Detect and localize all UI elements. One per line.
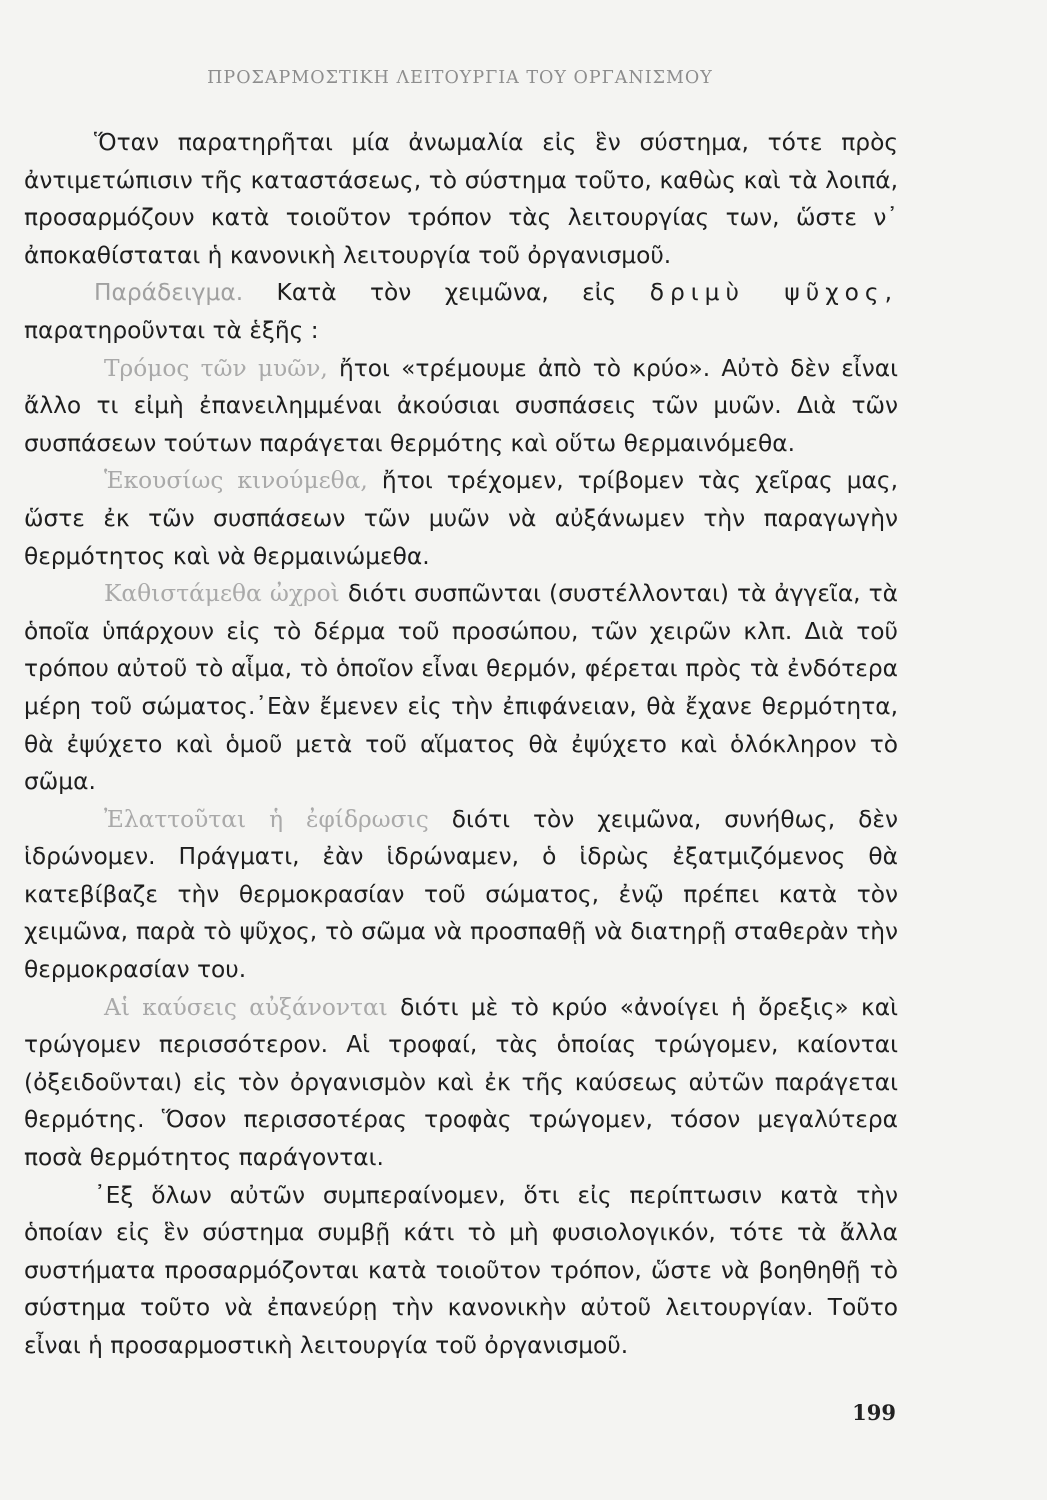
running-header: ΠΡΟΣΑΡΜΟΣΤΙΚΗ ΛΕΙΤΟΥΡΓΙΑ ΤΟΥ ΟΡΓΑΝΙΣΜΟΥ bbox=[207, 68, 713, 88]
paragraph-intro: Ὅταν παρατηρῆται μία ἀνωμαλία εἰς ἓν σύστημα, τότε πρὸς ἀντιμετώπισιν τῆς καταστάσεως, τὸ σύστημα τοῦτο, καθὼς καὶ τὰ λοιπά, προσαρμόζουν κατὰ τοιοῦτον τρόπον τὰς λειτουργίας των, ὥστε ν᾽ ἀποκαθίσταται ἡ κανονικὴ λειτουργία τοῦ ὀργανισμοῦ. bbox=[24, 129, 898, 269]
paragraph-voluntary bbox=[24, 462, 898, 575]
voluntary-label: Ἑκουσίως κινούμεθα, bbox=[104, 467, 368, 495]
paragraph-trembling bbox=[24, 350, 898, 463]
example-text-before: Κατὰ τὸν χειμῶνα, εἰς bbox=[276, 279, 617, 307]
paragraph-combustion bbox=[24, 989, 898, 1177]
paragraph-pale bbox=[24, 575, 898, 801]
trembling-label: Τρόμος τῶν μυῶν, bbox=[104, 354, 328, 382]
paragraph-sweat bbox=[24, 801, 898, 989]
example-text-after: παρατηροῦνται τὰ ἑξῆς : bbox=[24, 316, 319, 344]
paragraph-example bbox=[24, 274, 898, 349]
example-label: Παράδειγμα. bbox=[94, 279, 244, 307]
page-number: 199 bbox=[852, 1400, 896, 1425]
sweat-text: διότι τὸν χειμῶνα, συνήθως, δὲν ἱδρώνομεν. Πράγματι, ἐὰν ἱδρώναμεν, ὁ ἱδρὼς ἐξατμιζόμενος θὰ κατεβίβαζε τὴν θερμοκρασίαν τοῦ σώματος, ἐνῷ πρέπει κατὰ τὸν χειμῶνα, παρὰ τὸ ψῦχος, τὸ σῶμα νὰ προσπαθῇ νὰ διατηρῇ σταθερὰν τὴν θερμοκρασίαν του. bbox=[24, 805, 898, 984]
sweat-label: Ἐλαττοῦται ἡ ἐφίδρωσις bbox=[104, 805, 429, 833]
example-spaced-phrase: δριμὺ ψῦχος, bbox=[649, 279, 898, 307]
paragraph-conclusion: ᾽Εξ ὅλων αὐτῶν συμπεραίνομεν, ὅτι εἰς περίπτωσιν κατὰ τὴν ὁποίαν εἰς ἓν σύστημα συμβῇ κάτι τὸ μὴ φυσιολογικόν, τότε τὰ ἄλλα συστήματα προσαρμόζονται κατὰ τοιοῦτον τρόπον, ὥστε νὰ βοηθηθῇ τὸ σύστημα τοῦτο νὰ ἐπανεύρῃ τὴν κανονικὴν αὐτοῦ λειτουργίαν. Τοῦτο εἶναι ἡ προσαρμοστικὴ λειτουργία τοῦ ὀργανισμοῦ. bbox=[24, 1181, 898, 1359]
pale-label: Καθιστάμεθα ὠχροὶ bbox=[104, 580, 340, 608]
combustion-label: Αἱ καύσεις αὐξάνονται bbox=[104, 993, 388, 1021]
combustion-text: διότι μὲ τὸ κρύο «ἀνοίγει ἡ ὄρεξις» καὶ τρώγομεν περισσότερον. Αἱ τροφαί, τὰς ὁποίας τρώγομεν, καίονται (ὀξειδοῦνται) εἰς τὸν ὀργανισμὸν καὶ ἐκ τῆς καύσεως αὐτῶν παράγεται θερμότης. Ὅσον περισσοτέρας τροφὰς τρώγομεν, τόσον μεγαλύτερα ποσὰ θερμότητος παράγονται. bbox=[24, 993, 898, 1172]
trembling-text: ἤτοι «τρέμουμε ἀπὸ τὸ κρύο». Αὐτὸ δὲν εἶναι ἄλλο τι εἰμὴ ἐπανειλημμέναι ἀκούσιαι συσπάσεις τῶν μυῶν. Διὰ τῶν συσπάσεων τούτων παράγεται θερμότης καὶ οὕτω θερμαινόμεθα. bbox=[24, 354, 899, 457]
voluntary-text: ἤτοι τρέχομεν, τρίβομεν τὰς χεῖρας μας, ὥστε ἐκ τῶν συσπάσεων τῶν μυῶν νὰ αὐξάνωμεν τὴν παραγωγὴν θερμότητος καὶ νὰ θερμαινώμεθα. bbox=[24, 467, 898, 570]
pale-text: διότι συσπῶνται (συστέλλονται) τὰ ἀγγεῖα, τὰ ὁποῖα ὑπάρχουν εἰς τὸ δέρμα τοῦ προσώπου, τῶν χειρῶν κλπ. Διὰ τοῦ τρόπου αὐτοῦ τὸ αἷμα, τὸ ὁποῖον εἶναι θερμόν, φέρεται πρὸς τὰ ἐνδότερα μέρη τοῦ σώματος.᾽Εὰν ἔμενεν εἰς τὴν ἐπιφάνειαν, θὰ ἔχανε θερμότητα, θὰ ἐψύχετο καὶ ὁμοῦ μετὰ τοῦ αἵματος θὰ ἐψύχετο καὶ ὁλόκληρον τὸ σῶμα. bbox=[24, 580, 899, 796]
body-text bbox=[24, 124, 898, 1365]
